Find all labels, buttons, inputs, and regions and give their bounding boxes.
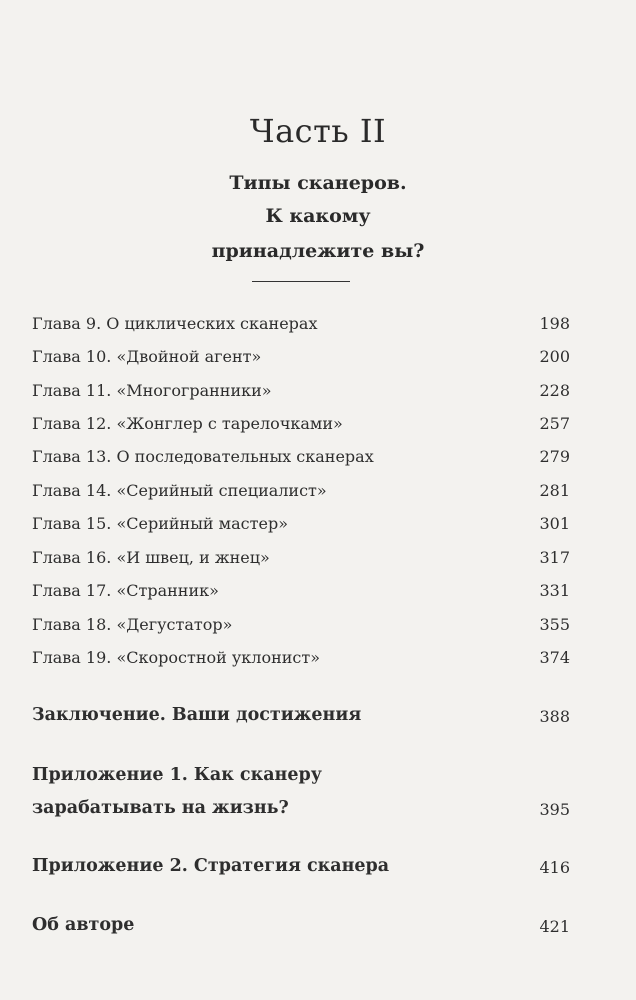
toc-entry-title: Глава 13. О последовательных сканерах	[32, 447, 374, 466]
toc-entry-page: 257	[539, 414, 570, 433]
toc-entry-page: 301	[539, 514, 570, 533]
toc-entry-title-continued: зарабатывать на жизнь?	[32, 798, 289, 818]
toc-entry-page: 279	[539, 447, 570, 466]
part-subtitle-line-1: Типы сканеров.	[229, 172, 407, 194]
divider-rule	[252, 281, 350, 282]
toc-entry-title: Глава 9. О циклических сканерах	[32, 314, 318, 333]
toc-entry-page: 317	[539, 548, 570, 567]
toc-entry-page: 355	[539, 615, 570, 634]
toc-entry-page: 281	[539, 481, 570, 500]
toc-entry-page: 395	[539, 800, 570, 819]
toc-entry-page: 416	[539, 858, 570, 877]
toc-entry-page: 331	[539, 581, 570, 600]
toc-entry-page: 421	[539, 917, 570, 936]
toc-entry-title: Глава 11. «Многогранники»	[32, 381, 272, 400]
toc-entry-title: Заключение. Ваши достижения	[32, 705, 362, 725]
toc-entry-page: 388	[539, 707, 570, 726]
toc-entry-title: Глава 19. «Скоростной уклонист»	[32, 648, 320, 667]
toc-entry-title: Приложение 1. Как сканеру	[32, 765, 322, 785]
toc-entry-title: Глава 18. «Дегустатор»	[32, 615, 233, 634]
toc-entry-title: Глава 12. «Жонглер с тарелочками»	[32, 414, 343, 433]
toc-entry-title: Приложение 2. Стратегия сканера	[32, 856, 390, 876]
toc-entry-title: Глава 14. «Серийный специалист»	[32, 481, 327, 500]
toc-entry-title: Глава 10. «Двойной агент»	[32, 347, 262, 366]
toc-entry-title: Глава 15. «Серийный мастер»	[32, 514, 288, 533]
toc-entry-title: Глава 16. «И швец, и жнец»	[32, 548, 270, 567]
toc-entry-page: 228	[539, 381, 570, 400]
part-subtitle-line-2: К какому	[265, 205, 371, 227]
toc-entry-page: 198	[539, 314, 570, 333]
toc-entry-title: Глава 17. «Странник»	[32, 581, 219, 600]
part-subtitle-line-3: принадлежите вы?	[211, 240, 425, 262]
toc-entry-page: 374	[539, 648, 570, 667]
toc-entry-title: Об авторе	[32, 915, 135, 935]
part-title: Часть II	[249, 112, 387, 150]
toc-entry-page: 200	[539, 347, 570, 366]
